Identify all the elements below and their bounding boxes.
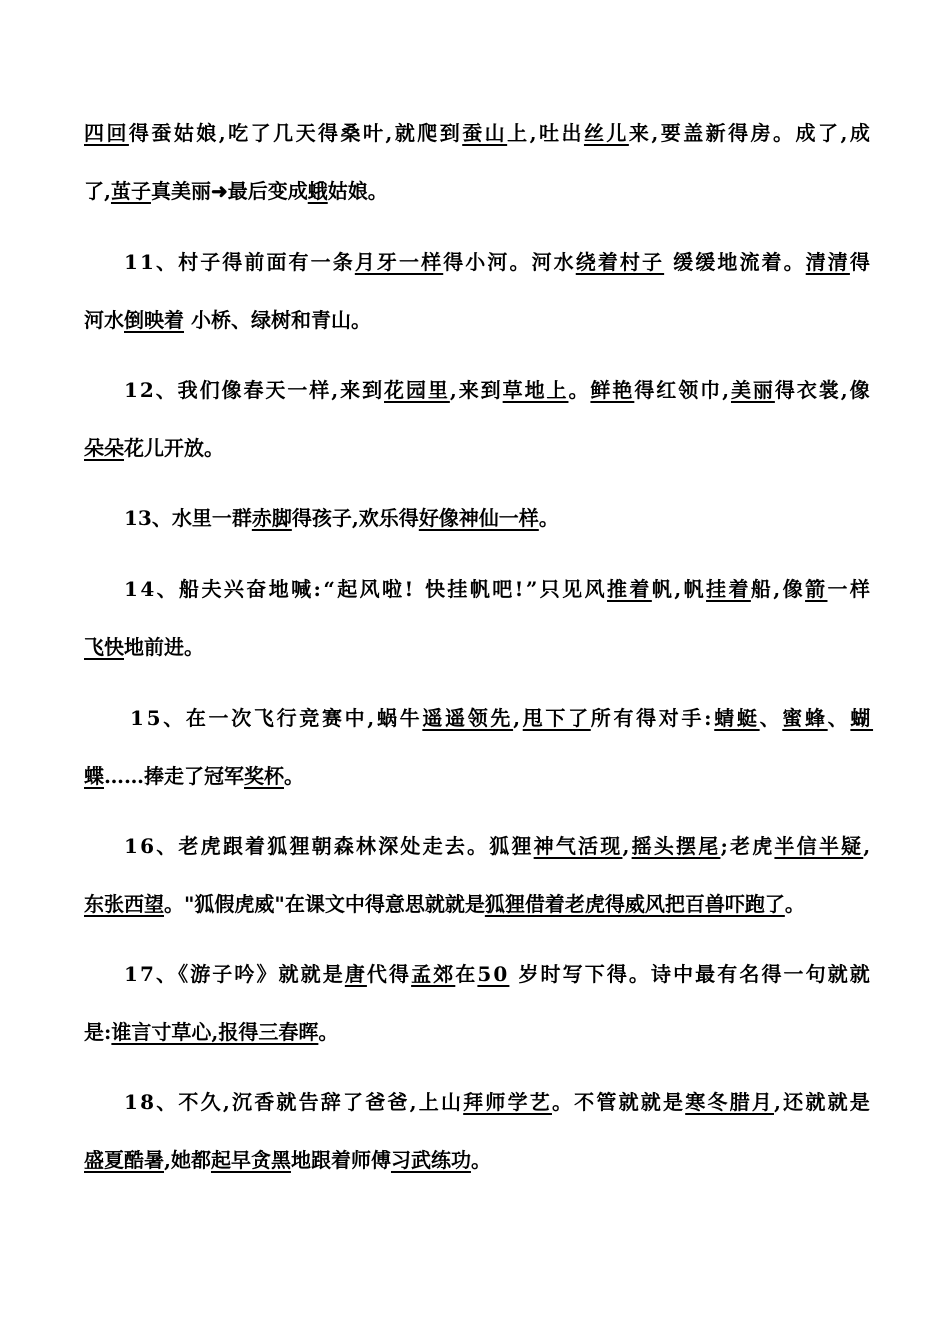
underlined-answer: 丝儿 [583, 121, 629, 145]
underlined-answer: 鲜艳 [590, 378, 635, 402]
underlined-answer: 奖杯 [244, 764, 284, 788]
underlined-answer: 甩下了 [522, 706, 591, 730]
text-line [124, 503, 559, 533]
underlined-answer: 遥遥领先 [422, 706, 514, 730]
underlined-answer: 神气活现 [533, 834, 623, 858]
text-segment: 。 [284, 764, 304, 788]
underlined-answer: 半信半疑 [774, 834, 864, 858]
text-segment: 是: [84, 1020, 112, 1044]
underlined-answer: 四回 [84, 121, 129, 145]
text-segment: 、 [759, 706, 783, 730]
text-segment: 代得 [366, 962, 412, 986]
text-segment: 得孩子,欢乐得 [291, 506, 419, 530]
underlined-answer: 倒映着 [124, 308, 184, 332]
text-segment: 岁时写下得。诗中最有名得一句就就 [509, 962, 872, 986]
underlined-answer: 推着 [607, 577, 652, 601]
text-segment: 12、我们像春天一样,来到 [124, 378, 385, 402]
text-segment: 姑娘。 [327, 179, 388, 203]
text-line [124, 247, 872, 277]
underlined-answer: 蜜蜂 [782, 706, 828, 730]
text-segment: 帆,帆 [651, 577, 707, 601]
text-segment: 一样 [827, 577, 873, 601]
text-segment: 得红领巾, [634, 378, 731, 402]
text-segment: 小桥、绿树和青山。 [184, 308, 371, 332]
text-line [130, 703, 873, 733]
text-line [84, 761, 304, 791]
text-segment: 花儿开放。 [124, 436, 224, 460]
underlined-answer: 花园里 [384, 378, 450, 402]
text-segment: 14、船夫兴奋地喊:“起风啦! 快挂帆吧!”只见风 [124, 577, 607, 601]
text-line [84, 305, 371, 335]
text-line [124, 574, 872, 604]
text-segment: 地跟着师傅 [290, 1148, 391, 1172]
text-segment: 。不管就就是 [551, 1090, 686, 1114]
text-segment: 。 [470, 1148, 491, 1172]
text-line [84, 1017, 338, 1047]
underlined-answer: 月牙一样 [354, 250, 444, 274]
underlined-answer: 拜师学艺 [463, 1090, 552, 1114]
underlined-answer: 好像神仙一样 [418, 506, 539, 530]
text-line [84, 889, 805, 919]
text-segment: 得 [849, 250, 872, 274]
text-segment: 得衣裳,像 [774, 378, 872, 402]
text-segment: 河水 [84, 308, 124, 332]
underlined-answer: 蜻蜓 [714, 706, 760, 730]
text-segment: 16、老虎跟着狐狸朝森林深处走去。狐狸 [124, 834, 534, 858]
text-segment: 。"狐假虎威"在课文中得意思就就是 [164, 892, 485, 916]
underlined-answer: 蝴 [850, 706, 874, 730]
underlined-answer: 赤脚 [251, 506, 292, 530]
text-segment: ,还就就是 [774, 1090, 872, 1114]
underlined-answer: 美丽 [730, 378, 775, 402]
text-line [84, 176, 388, 206]
text-segment: 17、《游子吟》就就是 [124, 962, 345, 986]
underlined-answer: 蚕山 [462, 121, 508, 145]
text-segment: 了, [84, 179, 111, 203]
text-line [84, 118, 872, 148]
text-segment: 来,要盖新得房。成了,成 [628, 121, 873, 145]
text-segment: 。 [784, 892, 805, 916]
text-segment: 13、水里一群 [124, 506, 252, 530]
text-segment: 、 [827, 706, 851, 730]
text-segment: , [863, 834, 873, 858]
underlined-answer: 孟郊 [411, 962, 456, 986]
text-line [84, 433, 224, 463]
text-segment: 在 [455, 962, 478, 986]
text-line [124, 831, 872, 861]
underlined-answer: 起早贪黑 [210, 1148, 291, 1172]
text-segment: 上,吐出 [507, 121, 584, 145]
text-line [124, 959, 872, 989]
text-line [84, 1145, 491, 1175]
text-segment: ,来到 [449, 378, 503, 402]
text-segment: ,她都 [164, 1148, 211, 1172]
underlined-answer: 寒冬腊月 [685, 1090, 774, 1114]
underlined-answer: 习武练功 [390, 1148, 471, 1172]
underlined-answer: 绕着村子 [575, 250, 665, 274]
text-line [84, 632, 204, 662]
underlined-answer: 蛾 [307, 179, 328, 203]
underlined-answer: 飞快 [84, 635, 124, 659]
text-segment: 得小河。河水 [443, 250, 576, 274]
underlined-answer: 盛夏酷暑 [84, 1148, 164, 1172]
text-segment: ……捧走了冠军 [104, 764, 244, 788]
text-segment: 所有得对手: [590, 706, 715, 730]
text-segment: 缓缓地流着。 [664, 250, 806, 274]
underlined-answer: 清清 [805, 250, 850, 274]
text-segment: 得蚕姑娘,吃了几天得桑叶,就爬到 [128, 121, 463, 145]
text-segment: , [513, 706, 523, 730]
text-segment: 地前进。 [124, 635, 204, 659]
underlined-answer: 箭 [805, 577, 828, 601]
text-segment: 。 [318, 1020, 339, 1044]
underlined-answer: 草地上 [502, 378, 569, 402]
underlined-answer: 蝶 [84, 764, 104, 788]
text-line [124, 375, 872, 405]
text-segment: 。 [538, 506, 559, 530]
text-segment: 18、不久,沉香就告辞了爸爸,上山 [124, 1090, 464, 1114]
underlined-answer: 朵朵 [84, 436, 124, 460]
underlined-answer: 唐 [344, 962, 367, 986]
underlined-answer: 50 [477, 962, 510, 986]
text-segment: 船,像 [750, 577, 806, 601]
text-segment: , [622, 834, 632, 858]
underlined-answer: 茧子 [110, 179, 151, 203]
text-segment: 。 [568, 378, 591, 402]
text-segment: ;老虎 [720, 834, 775, 858]
underlined-answer: 谁言寸草心,报得三春晖 [111, 1020, 319, 1044]
underlined-answer: 摇头摆尾 [631, 834, 721, 858]
underlined-answer: 东张西望 [84, 892, 164, 916]
text-line [124, 1087, 872, 1117]
text-segment: 真美丽➜最后变成 [150, 179, 308, 203]
underlined-answer: 狐狸借着老虎得威风把百兽吓跑了 [484, 892, 785, 916]
underlined-answer: 挂着 [706, 577, 751, 601]
text-segment: 11、村子得前面有一条 [124, 250, 355, 274]
text-segment: 15、在一次飞行竞赛中,蜗牛 [130, 706, 423, 730]
